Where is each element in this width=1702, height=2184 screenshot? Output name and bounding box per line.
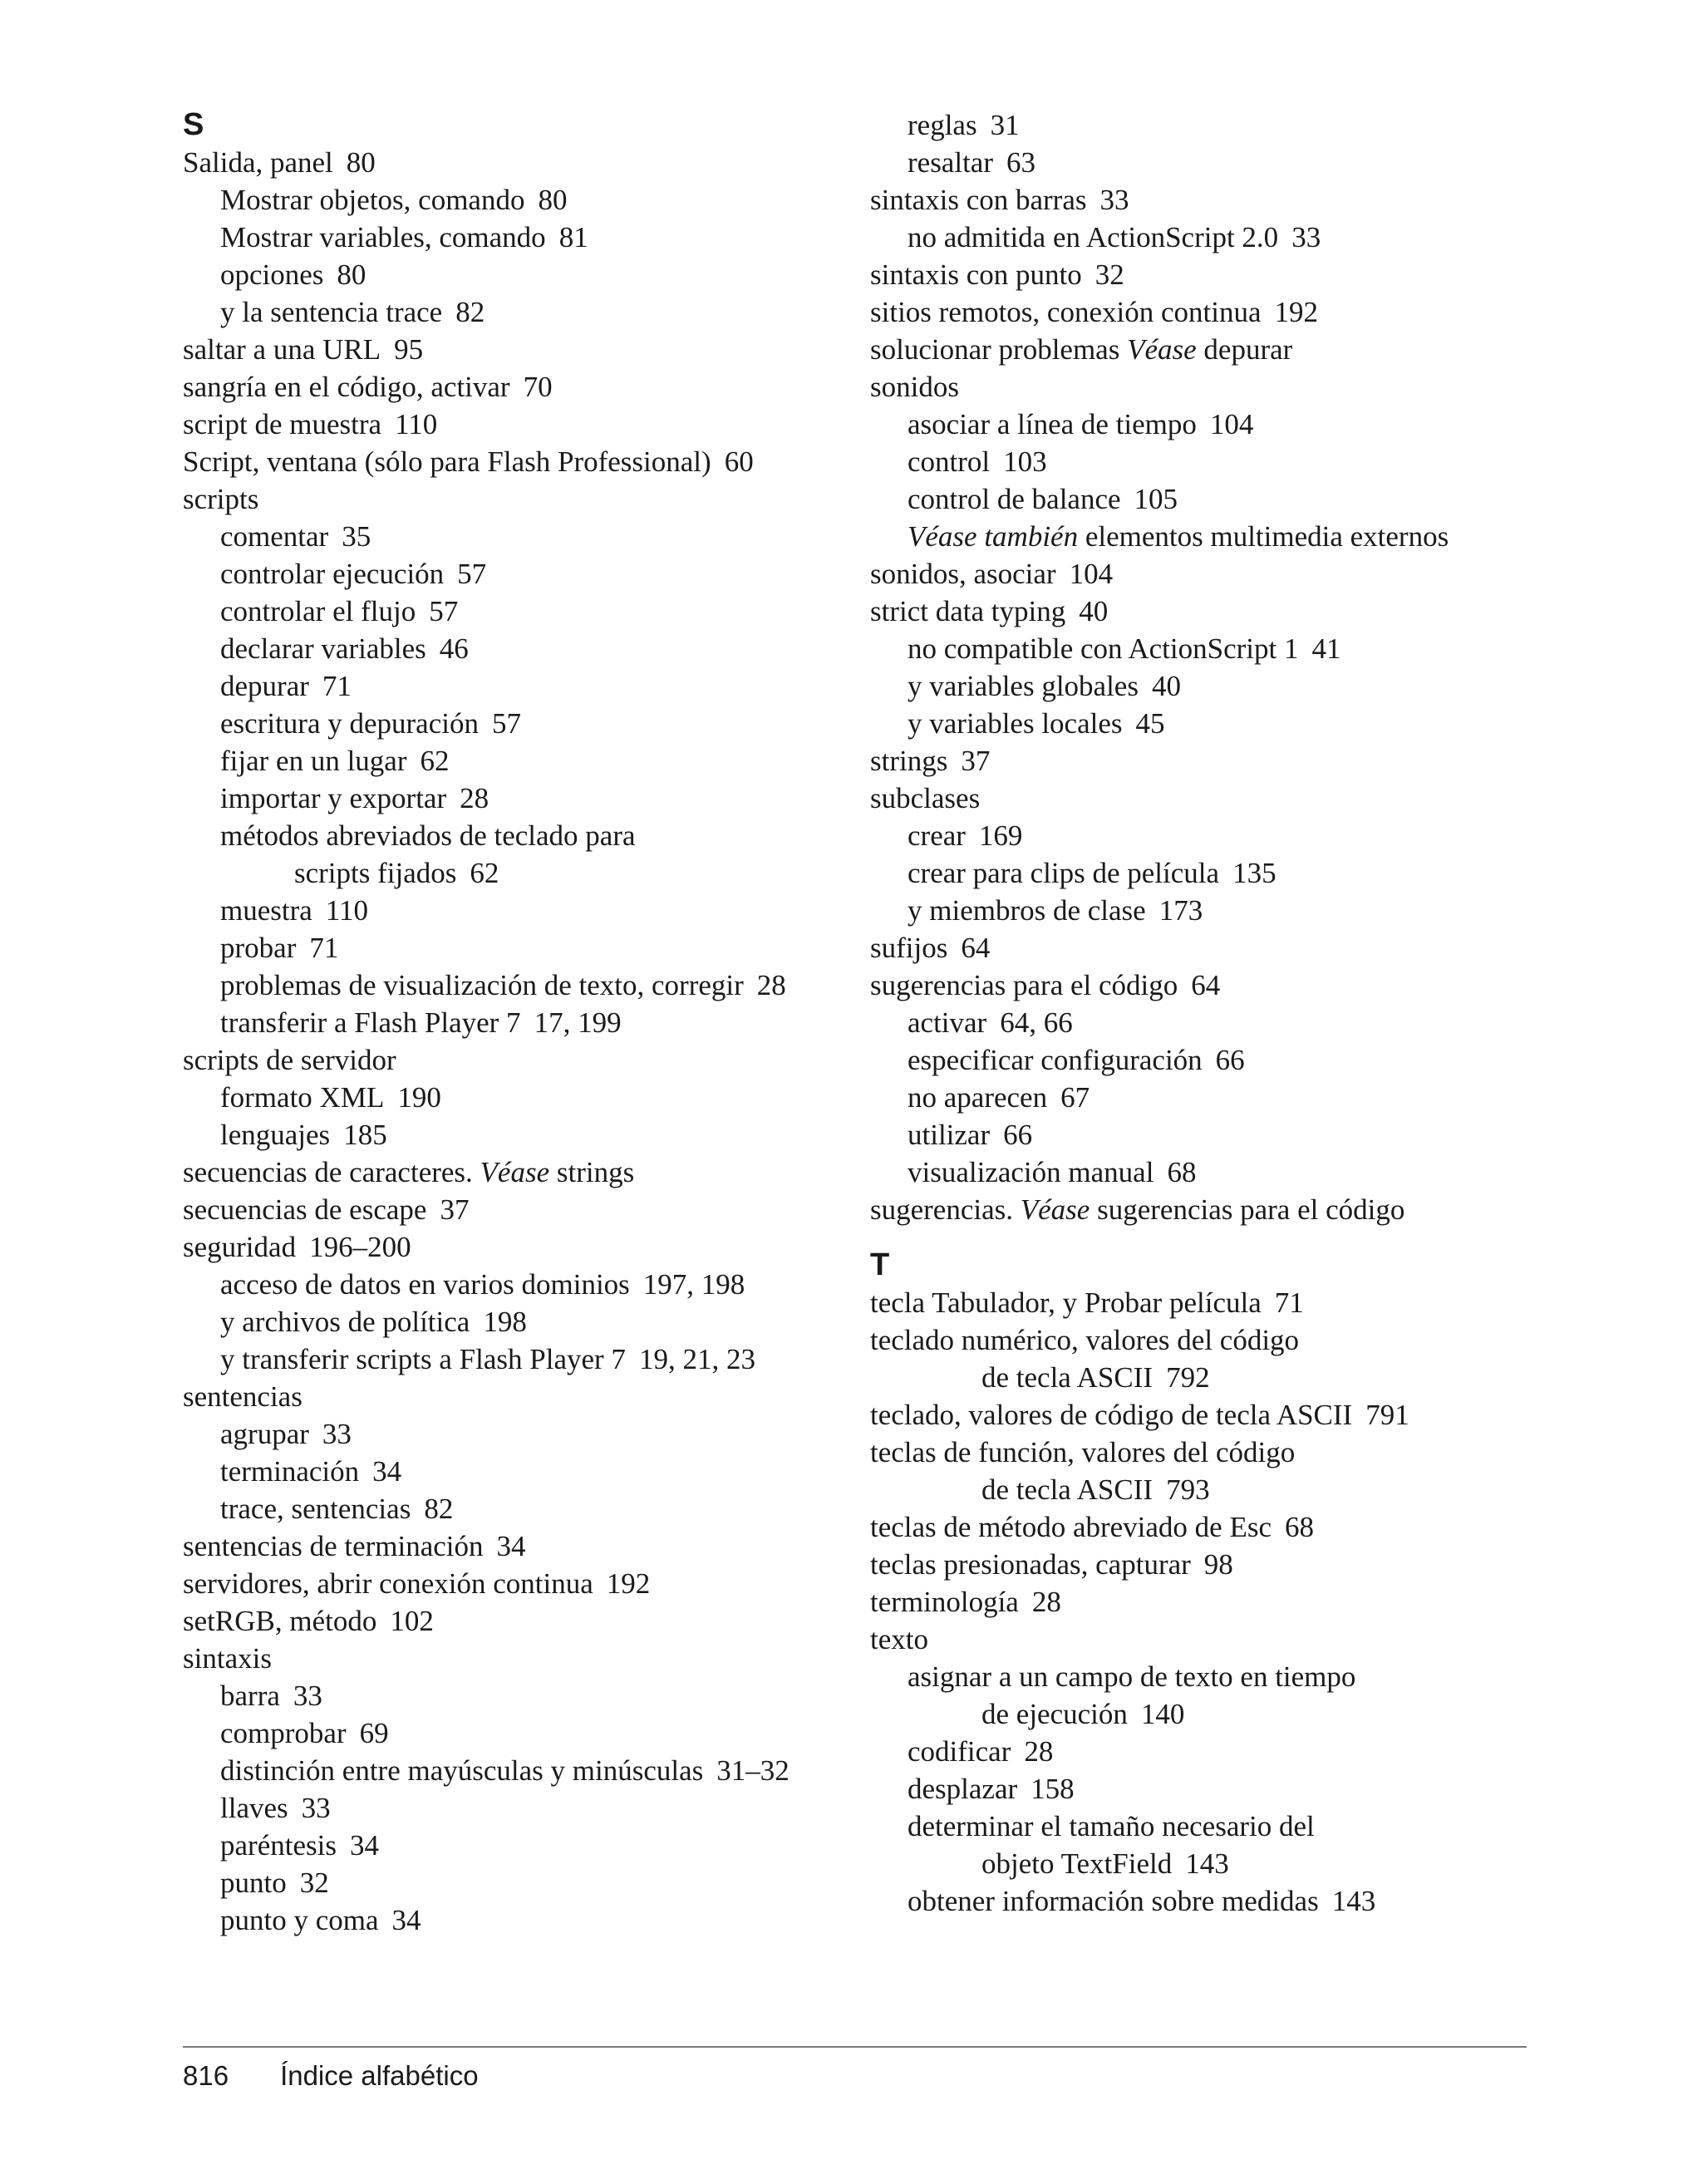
index-subentry [183, 518, 848, 555]
page-reference: 71 [1274, 1286, 1304, 1319]
index-entry [870, 1191, 1535, 1228]
page-reference: 197, 198 [642, 1268, 745, 1301]
index-subentry [870, 1004, 1535, 1041]
page-reference: 192 [1274, 296, 1318, 328]
page-reference: 62 [420, 745, 450, 777]
index-subentry [870, 144, 1535, 181]
page-reference: 60 [724, 445, 754, 478]
entry-term: terminación [220, 1455, 360, 1488]
entry-term: de ejecución [981, 1698, 1128, 1730]
entry-term: control de balance [908, 483, 1121, 515]
entry-term: sugerencias. [870, 1193, 1021, 1226]
index-entry [183, 331, 848, 368]
entry-term: teclas de función, valores del código [870, 1436, 1296, 1468]
entry-term: y variables globales [908, 670, 1139, 702]
page-reference: 28 [756, 969, 786, 1001]
page-reference: 41 [1311, 632, 1341, 665]
page-reference: 63 [1006, 146, 1035, 179]
index-subentry [183, 555, 848, 593]
entry-term: no admitida en ActionScript 2.0 [908, 221, 1279, 253]
index-entry [870, 1621, 1535, 1658]
page-reference: 102 [390, 1605, 434, 1637]
entry-term: strings [870, 745, 948, 777]
entry-term: transferir a Flash Player 7 [220, 1006, 521, 1039]
index-subentry [870, 106, 1535, 144]
index-subentry [870, 219, 1535, 256]
page-reference: 17, 199 [534, 1006, 622, 1039]
index-subentry [183, 967, 848, 1004]
page-reference: 40 [1151, 670, 1181, 702]
page-reference: 67 [1060, 1081, 1090, 1114]
page-reference: 19, 21, 23 [638, 1343, 755, 1375]
page-reference: 173 [1158, 894, 1203, 927]
entry-term: strings [549, 1156, 635, 1188]
page-reference: 104 [1069, 558, 1114, 590]
index-entry [870, 1434, 1535, 1471]
page-footer [183, 2059, 479, 2093]
index-entry [183, 1602, 848, 1640]
index-entry [870, 742, 1535, 780]
page-reference: 158 [1031, 1773, 1075, 1805]
entry-term: sugerencias para el código [870, 969, 1178, 1001]
page-reference: 104 [1209, 408, 1254, 440]
index-subentry [870, 518, 1535, 555]
page-reference: 140 [1140, 1698, 1185, 1730]
page-reference: 192 [606, 1567, 651, 1600]
entry-term: obtener información sobre medidas [908, 1885, 1319, 1917]
entry-term: trace, sentencias [220, 1493, 411, 1525]
entry-term: utilizar [908, 1119, 991, 1151]
page-reference: 71 [322, 670, 352, 702]
index-subentry [183, 1116, 848, 1153]
page-reference: 37 [440, 1193, 470, 1226]
index-entry [870, 593, 1535, 630]
index-subentry [183, 1266, 848, 1303]
index-entry [870, 181, 1535, 219]
entry-term: depurar [1196, 333, 1293, 366]
index-subentry [183, 1340, 848, 1378]
entry-term: especificar configuración [908, 1044, 1203, 1076]
cross-reference-term: Véase también [908, 520, 1079, 553]
index-subentry [183, 1864, 848, 1901]
page-reference: 34 [496, 1530, 526, 1562]
entry-term: probar [220, 932, 297, 964]
index-column-left [183, 106, 848, 1939]
page-reference: 34 [391, 1904, 421, 1936]
entry-term: sonidos, asociar [870, 558, 1056, 590]
index-entry [870, 929, 1535, 967]
index-column-right [870, 106, 1535, 1920]
entry-term: no aparecen [908, 1081, 1048, 1114]
page-reference: 793 [1166, 1473, 1210, 1506]
entry-term: sitios remotos, conexión continua [870, 296, 1262, 328]
index-subentry [183, 1453, 848, 1490]
entry-term: codificar [908, 1735, 1011, 1768]
entry-term: texto [870, 1623, 928, 1655]
page-reference: 45 [1135, 707, 1165, 740]
index-subentry [183, 892, 848, 929]
page-reference: 80 [337, 258, 366, 291]
page-reference: 34 [349, 1829, 379, 1862]
page-reference: 82 [424, 1493, 454, 1525]
entry-term: y transferir scripts a Flash Player 7 [220, 1343, 626, 1375]
index-entry [870, 1583, 1535, 1621]
entry-term: seguridad [183, 1231, 297, 1263]
entry-term: muestra [220, 894, 312, 927]
entry-term: determinar el tamaño necesario del [908, 1810, 1315, 1842]
page-reference: 64, 66 [1000, 1006, 1073, 1039]
page-reference: 34 [372, 1455, 402, 1488]
entry-term: paréntesis [220, 1829, 337, 1862]
page-reference: 68 [1285, 1511, 1314, 1543]
entry-term: métodos abreviados de teclado para [220, 819, 636, 852]
page-reference: 28 [1024, 1735, 1054, 1768]
entry-term: distinción entre mayúsculas y minúsculas [220, 1754, 704, 1787]
index-subentry [183, 1490, 848, 1527]
entry-term: teclado numérico, valores del código [870, 1324, 1300, 1356]
page-reference: 33 [1099, 184, 1129, 216]
entry-term: control [908, 445, 991, 478]
page-reference: 33 [301, 1792, 331, 1824]
page-reference: 31 [990, 109, 1020, 141]
page-reference: 81 [558, 221, 588, 253]
page-reference: 69 [359, 1717, 389, 1749]
index-subentry [183, 293, 848, 331]
entry-term: formato XML [220, 1081, 385, 1114]
index-subentry [183, 1714, 848, 1752]
page-reference: 28 [1031, 1586, 1061, 1618]
page-reference: 792 [1166, 1361, 1210, 1394]
index-entry [870, 293, 1535, 331]
page-reference: 82 [455, 296, 485, 328]
page-reference: 57 [457, 558, 487, 590]
page-reference: 110 [325, 894, 368, 927]
index-entry [870, 555, 1535, 593]
index-subentry [870, 667, 1535, 705]
index-subentry [870, 1658, 1535, 1695]
index-entry [870, 1321, 1535, 1359]
index-subentry [183, 1079, 848, 1116]
entry-term: lenguajes [220, 1119, 331, 1151]
cross-reference-term: Véase [1127, 333, 1197, 366]
page-reference: 196–200 [309, 1231, 411, 1263]
entry-term: escritura y depuración [220, 707, 479, 740]
index-subentry [870, 1808, 1535, 1845]
cross-reference-term: Véase [480, 1156, 550, 1188]
index-subentry [183, 705, 848, 742]
page-reference: 169 [978, 819, 1023, 852]
entry-term: de tecla ASCII [981, 1473, 1154, 1506]
entry-term: llaves [220, 1792, 288, 1824]
index-subentry [183, 1677, 848, 1714]
entry-term: sintaxis con punto [870, 258, 1082, 291]
page-reference: 62 [470, 857, 499, 889]
index-subentry [870, 1770, 1535, 1808]
index-subentry [870, 406, 1535, 443]
entry-term: agrupar [220, 1418, 309, 1450]
entry-term: problemas de visualización de texto, corregir [220, 969, 744, 1001]
page-reference: 37 [961, 745, 991, 777]
index-subentry [183, 1303, 848, 1340]
entry-term: sangría en el código, activar [183, 371, 510, 403]
entry-term: teclado, valores de código de tecla ASCII [870, 1399, 1353, 1431]
entry-term: desplazar [908, 1773, 1018, 1805]
index-entry [183, 1378, 848, 1415]
page-reference: 28 [460, 782, 489, 814]
index-entry [183, 1228, 848, 1266]
index-entry [183, 1565, 848, 1602]
entry-term: punto [220, 1867, 287, 1899]
page-reference: 46 [439, 632, 469, 665]
entry-term: secuencias de caracteres. [183, 1156, 480, 1188]
page-reference: 70 [523, 371, 553, 403]
page-reference: 71 [309, 932, 339, 964]
page-reference: 66 [1215, 1044, 1245, 1076]
page-reference: 135 [1232, 857, 1276, 889]
page-reference: 40 [1079, 595, 1109, 627]
entry-term: scripts [183, 483, 259, 515]
index-entry [183, 1041, 848, 1079]
index-entry [183, 480, 848, 518]
page-reference: 57 [491, 707, 521, 740]
entry-term: y la sentencia trace [220, 296, 443, 328]
index-entry-continuation [870, 1845, 1535, 1882]
page-reference: 198 [483, 1306, 527, 1338]
index-entry [183, 144, 848, 181]
entry-term: comprobar [220, 1717, 347, 1749]
entry-term: scripts de servidor [183, 1044, 396, 1076]
page-reference: 80 [346, 146, 376, 179]
entry-term: sintaxis con barras [870, 184, 1087, 216]
index-entry-continuation [870, 1695, 1535, 1733]
page-reference: 66 [1003, 1119, 1033, 1151]
index-subentry [183, 630, 848, 667]
entry-term: setRGB, método [183, 1605, 377, 1637]
cross-reference-term: Véase [1020, 1193, 1090, 1226]
page-reference: 103 [1003, 445, 1047, 478]
entry-term: importar y exportar [220, 782, 447, 814]
entry-term: teclas de método abreviado de Esc [870, 1511, 1272, 1543]
entry-term: script de muestra [183, 408, 382, 440]
entry-term: Salida, panel [183, 146, 333, 179]
index-entry [183, 1640, 848, 1677]
index-subentry [183, 1789, 848, 1827]
index-subentry [870, 892, 1535, 929]
page-reference: 57 [429, 595, 459, 627]
entry-term: controlar el flujo [220, 595, 416, 627]
index-entry [870, 780, 1535, 817]
index-entry [183, 1191, 848, 1228]
entry-term: depurar [220, 670, 309, 702]
running-title: Índice alfabético [280, 2060, 479, 2091]
index-subentry [870, 1079, 1535, 1116]
entry-term: Mostrar variables, comando [220, 221, 546, 253]
index-subentry [183, 667, 848, 705]
entry-term: objeto TextField [981, 1847, 1173, 1880]
index-letter-heading: S [183, 107, 204, 142]
page-reference: 98 [1203, 1548, 1233, 1581]
index-entry [183, 368, 848, 406]
page-reference: 32 [1094, 258, 1124, 291]
index-subentry [870, 705, 1535, 742]
index-entry [870, 368, 1535, 406]
index-subentry [870, 1116, 1535, 1153]
entry-term: scripts fijados [294, 857, 457, 889]
entry-term: Script, ventana (sólo para Flash Professional) [183, 445, 711, 478]
index-subentry [183, 1004, 848, 1041]
entry-term: sintaxis [183, 1642, 272, 1675]
index-subentry [183, 593, 848, 630]
page-reference: 95 [394, 333, 424, 366]
index-entry-continuation [870, 1471, 1535, 1508]
index-subentry [183, 256, 848, 293]
entry-term: elementos multimedia externos [1078, 520, 1449, 553]
entry-term: activar [908, 1006, 987, 1039]
index-subentry [870, 1733, 1535, 1770]
entry-term: sugerencias para el código [1090, 1193, 1405, 1226]
index-entry [870, 1546, 1535, 1583]
entry-term: strict data typing [870, 595, 1066, 627]
entry-term: saltar a una URL [183, 333, 381, 366]
index-entry-continuation [870, 1359, 1535, 1396]
page-reference: 143 [1185, 1847, 1229, 1880]
page-reference: 31–32 [716, 1754, 790, 1787]
entry-term: Mostrar objetos, comando [220, 184, 525, 216]
entry-term: de tecla ASCII [981, 1361, 1154, 1394]
page-reference: 105 [1134, 483, 1178, 515]
page-reference: 185 [343, 1119, 387, 1151]
entry-term: y miembros de clase [908, 894, 1146, 927]
entry-term: no compatible con ActionScript 1 [908, 632, 1299, 665]
entry-term: tecla Tabulador, y Probar película [870, 1286, 1262, 1319]
entry-term: servidores, abrir conexión continua [183, 1567, 593, 1600]
index-entry [183, 406, 848, 443]
index-subentry [870, 1882, 1535, 1920]
entry-term: resaltar [908, 146, 993, 179]
index-entry [870, 256, 1535, 293]
index-subentry [183, 929, 848, 967]
entry-term: sentencias de terminación [183, 1530, 484, 1562]
entry-term: fijar en un lugar [220, 745, 407, 777]
entry-term: secuencias de escape [183, 1193, 427, 1226]
entry-term: visualización manual [908, 1156, 1154, 1188]
page-reference: 32 [299, 1867, 329, 1899]
page-reference: 791 [1365, 1399, 1409, 1431]
index-letter-heading: T [870, 1247, 890, 1282]
index-entry [870, 331, 1535, 368]
page-reference: 33 [293, 1680, 322, 1712]
entry-term: solucionar problemas [870, 333, 1128, 366]
index-subentry [870, 1041, 1535, 1079]
page-reference: 68 [1167, 1156, 1197, 1188]
index-subentry [183, 780, 848, 817]
page-reference: 64 [961, 932, 991, 964]
page-number: 816 [183, 2060, 229, 2091]
entry-term: sentencias [183, 1380, 303, 1413]
entry-term: subclases [870, 782, 981, 814]
entry-term: terminología [870, 1586, 1019, 1618]
index-subentry [183, 1901, 848, 1939]
page-reference: 33 [322, 1418, 352, 1450]
entry-term: crear [908, 819, 966, 852]
index-entry [870, 1508, 1535, 1546]
page-reference: 143 [1331, 1885, 1376, 1917]
entry-term: opciones [220, 258, 324, 291]
index-entry [870, 1284, 1535, 1321]
entry-term: sonidos [870, 371, 959, 403]
index-subentry [183, 181, 848, 219]
entry-term: asignar a un campo de texto en tiempo [908, 1660, 1356, 1693]
index-subentry [870, 817, 1535, 854]
index-subentry [183, 219, 848, 256]
index-entry [183, 1527, 848, 1565]
page-reference: 64 [1191, 969, 1221, 1001]
entry-term: declarar variables [220, 632, 426, 665]
index-subentry [183, 1415, 848, 1453]
index-subentry [870, 480, 1535, 518]
entry-term: y archivos de política [220, 1306, 470, 1338]
index-entry [870, 1396, 1535, 1434]
entry-term: comentar [220, 520, 329, 553]
index-subentry [870, 854, 1535, 892]
index-subentry [870, 1153, 1535, 1191]
page-reference: 110 [395, 408, 438, 440]
index-entry [183, 1153, 848, 1191]
index-subentry [183, 1827, 848, 1864]
entry-term: crear para clips de película [908, 857, 1220, 889]
index-entry-continuation [183, 854, 848, 892]
index-subentry [183, 817, 848, 854]
entry-term: asociar a línea de tiempo [908, 408, 1197, 440]
index-subentry [870, 630, 1535, 667]
entry-term: acceso de datos en varios dominios [220, 1268, 630, 1301]
page-reference: 35 [342, 520, 371, 553]
footer-divider [183, 2046, 1527, 2048]
entry-term: punto y coma [220, 1904, 379, 1936]
entry-term: barra [220, 1680, 280, 1712]
index-subentry [183, 1752, 848, 1789]
entry-term: teclas presionadas, capturar [870, 1548, 1191, 1581]
page-reference: 190 [397, 1081, 441, 1114]
entry-term: y variables locales [908, 707, 1123, 740]
entry-term: reglas [908, 109, 977, 141]
index-subentry [183, 742, 848, 780]
page-reference: 33 [1291, 221, 1321, 253]
entry-term: controlar ejecución [220, 558, 445, 590]
index-entry [870, 967, 1535, 1004]
index-subentry [870, 443, 1535, 480]
page-reference: 80 [538, 184, 568, 216]
entry-term: sufijos [870, 932, 948, 964]
index-entry [183, 443, 848, 480]
